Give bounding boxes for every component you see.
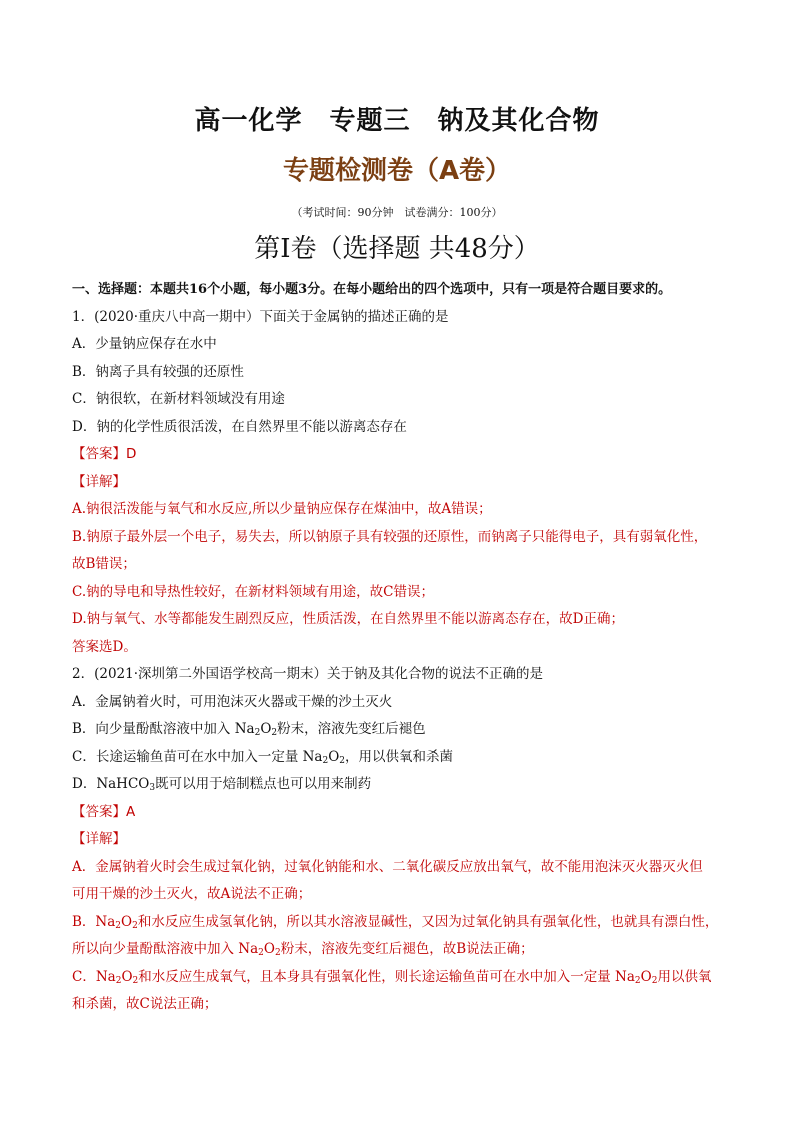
text: 用以供氧: [657, 968, 712, 985]
q1-option-b: B．钠离子具有较强的还原性: [72, 363, 244, 380]
q2-answer: 【答案】A: [72, 803, 136, 820]
text: O: [640, 968, 652, 985]
subscript: 2: [274, 948, 281, 958]
q1-explanation-c: C.钠的导电和导热性较好，在新材料领域有用途，故C错误；: [72, 583, 434, 600]
text: 和水反应生成氧气，且本身具有强氧化性，则长途运输鱼苗可在水中加入一定量 Na: [138, 968, 635, 985]
q1-explanation-a: A.钠很活泼能与氧气和水反应,所以少量钠应保存在煤油中，故A错误；: [72, 501, 492, 517]
subscript: 2: [132, 975, 139, 986]
subscript: 2: [271, 728, 278, 738]
q2-option-d: [72, 771, 724, 799]
q2-explanation-b: [72, 909, 724, 937]
q1-explanation-d: D.钠与氧气、水等都能发生剧烈反应，性质活泼，在自然界里不能以游离态存在，故D正确；: [72, 611, 624, 627]
text: B．Na: [72, 913, 116, 930]
q1-conclusion: 答案选D。: [72, 638, 137, 655]
subscript: 2: [651, 975, 658, 986]
q2-option-a: A．金属钠着火时，可用泡沫灭火器或干燥的沙土灭火: [72, 693, 393, 710]
q1-explanation-b-cont: 故B错误；: [72, 556, 136, 572]
q1-answer: 【答案】D: [72, 446, 137, 462]
text: 所以向少量酚酞溶液中加入 Na: [72, 941, 259, 957]
instructions: 一、选择题：本题共16个小题，每小题3分。在每小题给出的四个选项中，只有一项是符合题目要求的。: [72, 282, 672, 297]
text: 既可以用于焙制糕点也可以用来制药: [155, 776, 372, 792]
subscript: 2: [258, 948, 264, 958]
q1-detail-label: 【详解】: [72, 473, 126, 490]
document-body: [72, 276, 724, 1019]
text: ，用以供氧和杀菌: [345, 748, 454, 765]
subscript: 2: [254, 728, 261, 738]
q2-stem: 2．(2021·深圳第二外国语学校高一期末）关于钠及其化合物的说法不正确的是: [72, 666, 544, 682]
q2-option-c: [72, 744, 724, 772]
subscript: 2: [322, 755, 329, 766]
q1-option-a: A．少量钠应保存在水中: [72, 336, 217, 352]
document-title: 高一化学 专题三 钠及其化合物: [194, 106, 600, 136]
q2-detail-label: 【详解】: [72, 831, 126, 847]
q2-explanation-a: A．金属钠着火时会生成过氧化钠，过氧化钠能和水、二氧化碳反应放出氧气，故不能用泡沫灭火器灭火但: [72, 858, 703, 875]
text: C．长途运输鱼苗可在水中加入一定量 Na: [72, 748, 323, 765]
section-title: 第Ⅰ卷（选择题 共48分）: [254, 234, 540, 264]
q1-stem: 1．(2020·重庆八中高一期中）下面关于金属钠的描述正确的是: [72, 308, 449, 325]
subscript: 3: [149, 783, 156, 793]
text: O: [263, 941, 275, 957]
subscript: 2: [115, 975, 122, 986]
text: O: [121, 913, 133, 930]
text: O: [328, 748, 340, 765]
q2-explanation-a-cont: 可用干燥的沙土灭火，故A说法不正确；: [72, 886, 312, 902]
subscript: 2: [339, 755, 346, 766]
q1-option-d: D．钠的化学性质很活泼，在自然界里不能以游离态存在: [72, 418, 407, 435]
q2-explanation-b-cont: [72, 936, 724, 964]
subscript: 2: [115, 920, 122, 931]
exam-info: （考试时间：90分钟 试卷满分：100分）: [291, 206, 503, 219]
text: D．NaHCO: [72, 776, 150, 792]
subscript: 2: [634, 975, 641, 986]
q2-option-b: [72, 716, 724, 744]
text: C．Na: [72, 968, 116, 985]
q1-explanation-b: B.钠原子最外层一个电子，易失去，所以钠原子具有较强的还原性，而钠离子只能得电子，具有弱氧化性，: [72, 528, 708, 545]
text: 粉末，溶液先变红后褪色: [277, 721, 426, 737]
text: 粉末，溶液先变红后褪色，故B说法正确；: [280, 941, 534, 957]
text: 和水反应生成氢氧化钠，所以其水溶液显碱性，又因为过氧化钠具有强氧化性，也就具有漂白性，: [137, 913, 719, 930]
q2-explanation-c: [72, 964, 724, 992]
document-subtitle: 专题检测卷（A卷）: [282, 156, 512, 186]
q2-explanation-c-cont: 和杀菌，故C说法正确；: [72, 996, 218, 1012]
text: B．向少量酚酞溶液中加入 Na: [72, 721, 255, 737]
subscript: 2: [132, 920, 138, 931]
text: O: [121, 968, 133, 985]
q1-option-c: C．钠很软，在新材料领域没有用途: [72, 391, 285, 407]
text: O: [260, 721, 272, 737]
